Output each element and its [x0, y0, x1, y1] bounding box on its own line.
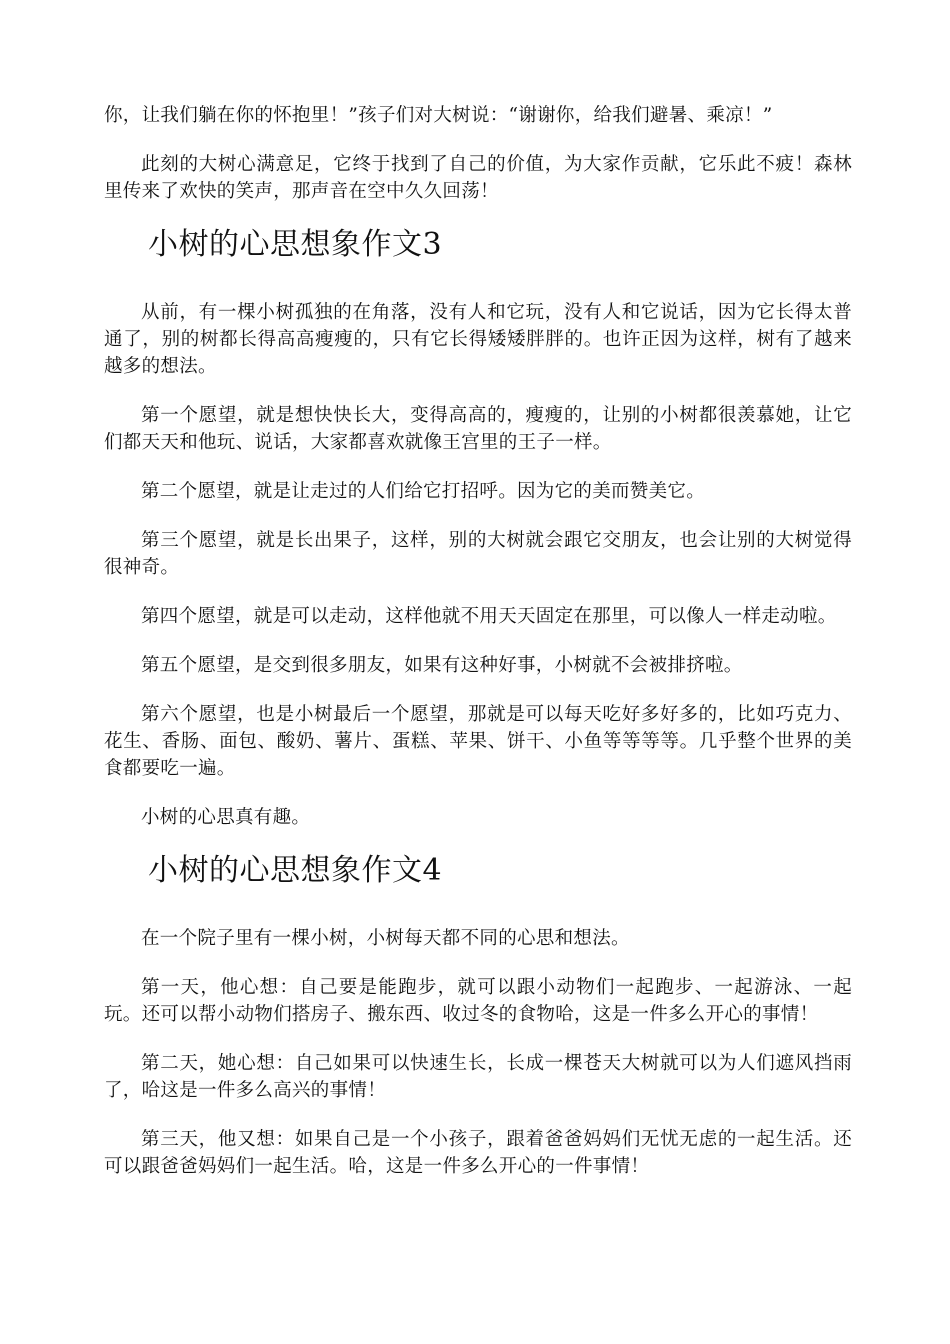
- paragraph: 在一个院子里有一棵小树，小树每天都不同的心思和想法。: [141, 928, 630, 949]
- section-heading: 小树的心思想象作文4: [148, 853, 443, 888]
- paragraph: 第二个愿望，就是让走过的人们给它打招呼。因为它的美而赞美它。: [141, 481, 706, 502]
- paragraph: 第一天，他心想：自己要是能跑步，就可以跟小动物们一起跑步、一起游泳、一起玩。还可以帮小动物们搭房子、搬东西、收过冬的食物哈，这是一件多么开心的事情！: [104, 977, 852, 1025]
- section-heading: 小树的心思想象作文3: [148, 227, 443, 262]
- paragraph: 此刻的大树心满意足，它终于找到了自己的价值，为大家作贡献，它乐此不疲！森林里传来了欢快的笑声，那声音在空中久久回荡！: [104, 154, 852, 202]
- paragraph: 第四个愿望，就是可以走动，这样他就不用天天固定在那里，可以像人一样走动啦。: [141, 606, 837, 627]
- paragraph: 第一个愿望，就是想快快长大，变得高高的，瘦瘦的，让别的小树都很羡慕她，让它们都天天和他玩、说话，大家都喜欢就像王宫里的王子一样。: [104, 405, 852, 453]
- paragraph: 第三天，他又想：如果自己是一个小孩子，跟着爸爸妈妈们无忧无虑的一起生活。还可以跟爸爸妈妈们一起生活。哈，这是一件多么开心的一件事情！: [104, 1129, 852, 1177]
- paragraph: 第五个愿望，是交到很多朋友，如果有这种好事，小树就不会被排挤啦。: [141, 655, 743, 676]
- paragraph: 小树的心思真有趣。: [141, 807, 311, 828]
- paragraph: 第六个愿望，也是小树最后一个愿望，那就是可以每天吃好多好多的，比如巧克力、花生、香肠、面包、酸奶、薯片、蛋糕、苹果、饼干、小鱼等等等等。几乎整个世界的美食都要吃一遍。: [104, 704, 852, 779]
- paragraph: 第二天，她心想：自己如果可以快速生长，长成一棵苍天大树就可以为人们遮风挡雨了，哈这是一件多么高兴的事情！: [104, 1053, 852, 1101]
- paragraph: 从前，有一棵小树孤独的在角落，没有人和它玩，没有人和它说话，因为它长得太普通了，别的树都长得高高瘦瘦的，只有它长得矮矮胖胖的。也许正因为这样，树有了越来越多的想法。: [104, 302, 852, 377]
- paragraph: 第三个愿望，就是长出果子，这样，别的大树就会跟它交朋友，也会让别的大树觉得很神奇。: [104, 530, 852, 578]
- paragraph: 你，让我们躺在你的怀抱里！”孩子们对大树说：“谢谢你，给我们避暑、乘凉！”: [104, 105, 773, 126]
- document-page: [104, 102, 852, 1202]
